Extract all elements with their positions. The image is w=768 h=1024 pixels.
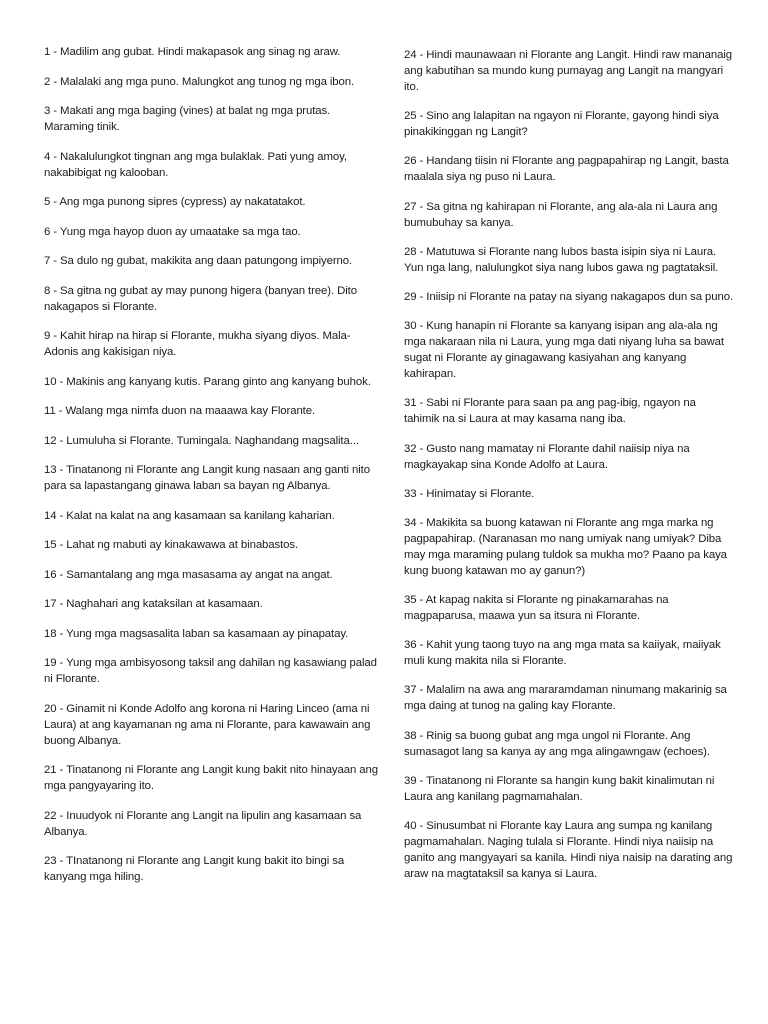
summary-item-31: 31 - Sabi ni Florante para saan pa ang pag-ibig, ngayon na tahimik na si Laura at may kasama nang iba. [404, 397, 696, 426]
summary-item-22: 22 - Inuudyok ni Florante ang Langit na lipulin ang kasamaan sa Albanya. [44, 809, 362, 838]
summary-item-18: 18 - Yung mga magsasalita laban sa kasamaan ay pinapatay. [44, 627, 349, 640]
summary-item-26: 26 - Handang tiisin ni Florante ang pagpapahirap ng Langit, basta maalala siya ng puso ni Laura. [404, 155, 729, 184]
summary-item-9: 9 - Kahit hirap na hirap si Florante, mukha siyang diyos. Mala-Adonis ang kakisigan niya. [44, 330, 351, 358]
summary-item-20: 20 - Ginamit ni Konde Adolfo ang korona ni Haring Linceo (ama ni Laura) at ang kayamanan ng ama ni Florante, para kawawain ang buong Albanya. [44, 702, 371, 747]
summary-item-40: 40 - Sinusumbat ni Florante kay Laura ang sumpa ng kanilang pagmamahalan. Naging tulala si Florante. Hindi niya naiisip na ganito ang mangyayari sa kanila. Hindi niya naisip na darating ang araw na magtataksil sa kanya si Laura. [404, 820, 733, 880]
summary-item-16: 16 - Samantalang ang mga masasama ay angat na angat. [44, 568, 333, 581]
summary-item-34: 34 - Makikita sa buong katawan ni Florante ang mga marka ng pagpapahirap. (Naranasan mo nang umiyak nang umiyak? Diba may mga maraming pulang tuldok sa mukha mo? Paano pa kaya kung buong katawan mo ay ganun?) [404, 516, 727, 577]
summary-item-13: 13 - Tinatanong ni Florante ang Langit kung nasaan ang ganti nito para sa lapastangang ginawa laban sa bayan ng Albanya. [44, 464, 370, 492]
summary-item-4: 4 - Nakalulungkot tingnan ang mga bulaklak. Pati yung amoy, nakabibigat ng kalooban. [44, 150, 347, 179]
summary-item-1: 1 - Madilim ang gubat. Hindi makapasok ang sinag ng araw. [44, 46, 341, 58]
summary-item-2: 2 - Malalaki ang mga puno. Malungkot ang tunog ng mga ibon. [44, 75, 355, 88]
summary-item-39: 39 - Tinatanong ni Florante sa hangin kung bakit kinalimutan ni Laura ang kanilang pagmamahalan. [404, 774, 715, 803]
summary-item-30: 30 - Kung hanapin ni Florante sa kanyang isipan ang ala-ala ng mga nakaraan nila ni Laura, yung mga dati niyang luha sa bawat sugat ni Florante ay ginagawang kasiyahan ang kanyang kahirapan. [404, 320, 724, 381]
summary-item-37: 37 - Malalim na awa ang mararamdaman ninumang makarinig sa mga daing at tunog na galing kay Florante. [404, 684, 727, 713]
summary-item-36: 36 - Kahit yung taong tuyo na ang mga mata sa kaiiyak, maiiyak muli kung makita nila si Florante. [404, 639, 721, 668]
left-column [44, 44, 380, 899]
summary-item-38: 38 - Rinig sa buong gubat ang mga ungol ni Florante. Ang sumasagot lang sa kanya ay ang mga alingawngaw (echoes). [404, 729, 710, 758]
summary-item-7: 7 - Sa dulo ng gubat, makikita ang daan patungong impiyerno. [44, 255, 353, 267]
summary-item-27: 27 - Sa gitna ng kahirapan ni Florante, ang ala-ala ni Laura ang bumubuhay sa kanya. [404, 200, 718, 229]
summary-item-24: 24 - Hindi maunawaan ni Florante ang Langit. Hindi raw mananaig ang kabutihan sa mundo kung pumayag ang Langit na mangyari ito. [404, 49, 733, 93]
right-column [404, 47, 734, 895]
summary-item-10: 10 - Makinis ang kanyang kutis. Parang ginto ang kanyang buhok. [44, 375, 371, 388]
summary-item-33: 33 - Hinimatay si Florante. [404, 487, 535, 500]
summary-item-5: 5 - Ang mga punong sipres (cypress) ay nakatatakot. [44, 196, 306, 208]
summary-item-6: 6 - Yung mga hayop duon ay umaatake sa mga tao. [44, 225, 301, 238]
summary-item-3: 3 - Makati ang mga baging (vines) at balat ng mga prutas. Maraming tinik. [44, 105, 331, 133]
summary-item-29: 29 - Iniisip ni Florante na patay na siyang nakagapos dun sa puno. [404, 290, 734, 303]
summary-item-25: 25 - Sino ang lalapitan na ngayon ni Florante, gayong hindi siya pinakikinggan ng Langit? [404, 110, 719, 139]
summary-item-32: 32 - Gusto nang mamatay ni Florante dahil naiisip niya na magkayakap sina Konde Adolfo at Laura. [404, 442, 690, 471]
summary-item-12: 12 - Lumuluha si Florante. Tumingala. Naghandang magsalita... [44, 434, 359, 447]
summary-item-35: 35 - At kapag nakita si Florante ng pinakamarahas na magpaparusa, maawa yun sa itsura ni Florante. [404, 594, 669, 623]
summary-item-15: 15 - Lahat ng mabuti ay kinakawawa at binabastos. [44, 539, 299, 551]
summary-item-8: 8 - Sa gitna ng gubat ay may punong higera (banyan tree). Dito nakagapos si Florante. [44, 284, 357, 313]
summary-item-17: 17 - Naghahari ang kataksilan at kasamaan. [44, 598, 263, 610]
summary-item-23: 23 - TInatanong ni Florante ang Langit kung bakit ito bingi sa kanyang mga hiling. [44, 855, 345, 883]
summary-item-11: 11 - Walang mga nimfa duon na maaawa kay Florante. [44, 405, 316, 417]
summary-item-14: 14 - Kalat na kalat na ang kasamaan sa kanilang kaharian. [44, 509, 335, 522]
summary-item-19: 19 - Yung mga ambisyosong taksil ang dahilan ng kasawiang palad ni Florante. [44, 657, 377, 685]
summary-item-28: 28 - Matutuwa si Florante nang lubos basta isipin siya ni Laura. Yun nga lang, nalulungkot siya nang lubos gawa ng pagtataksil. [404, 245, 719, 274]
summary-item-21: 21 - Tinatanong ni Florante ang Langit kung bakit nito hinayaan ang mga pangyayaring ito. [44, 764, 379, 792]
